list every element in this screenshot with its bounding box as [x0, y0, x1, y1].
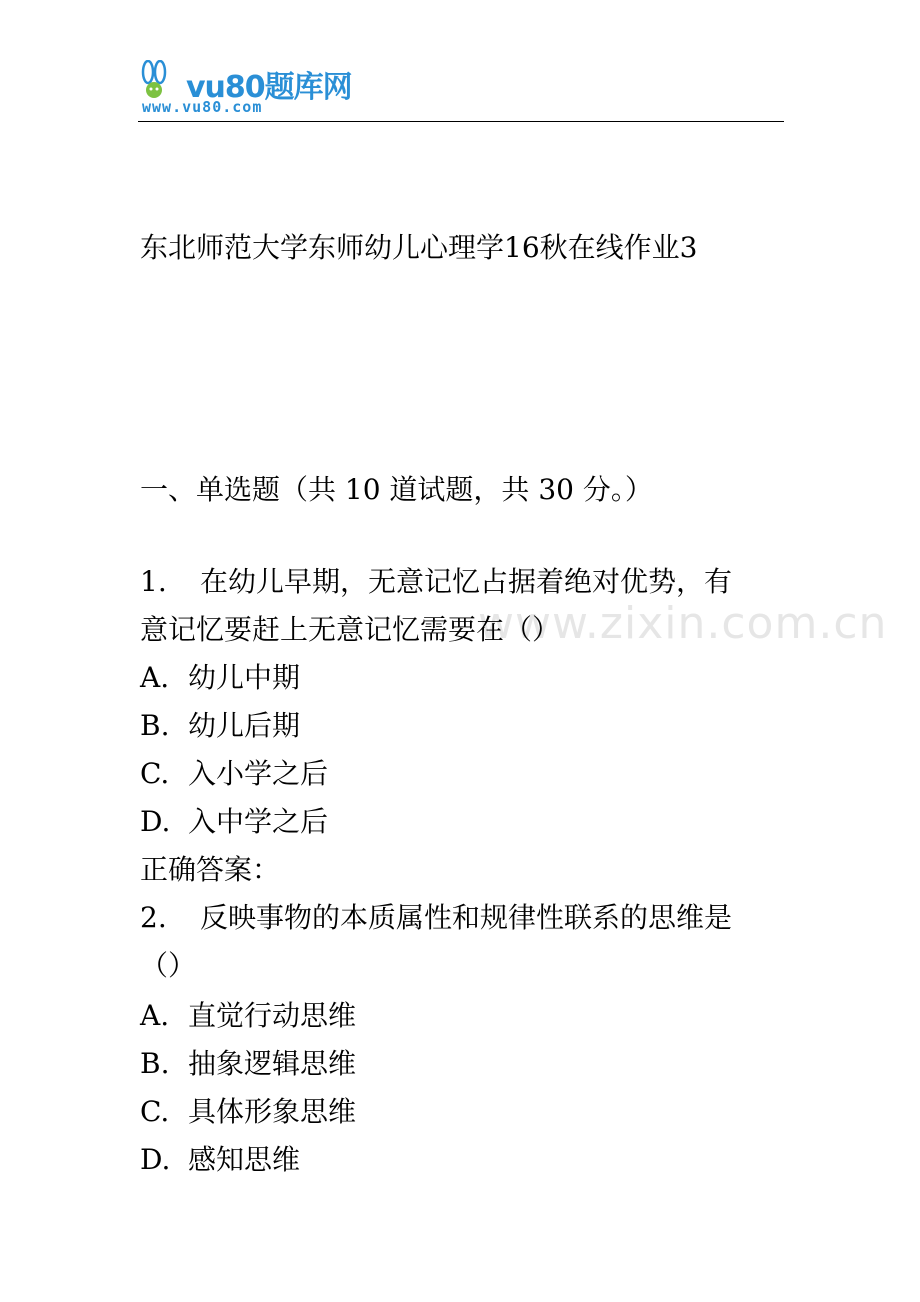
option-letter: D.: [140, 805, 171, 838]
question-number: 2.: [140, 901, 167, 934]
option-text: 直觉行动思维: [188, 999, 357, 1032]
question-1-answer-label: 正确答案：: [140, 853, 281, 886]
option-letter: A.: [140, 999, 170, 1032]
question-1-option-a: [140, 658, 300, 698]
header-divider: [138, 121, 784, 122]
option-text: 幼儿后期: [188, 709, 301, 742]
logo-url-text: www.vu80.com: [142, 98, 263, 116]
option-letter: B.: [140, 1047, 170, 1080]
watermark: www.zixin.com.cn: [478, 598, 888, 649]
question-number: 1.: [140, 565, 167, 598]
document-title: 东北师范大学东师幼儿心理学16秋在线作业3: [140, 231, 698, 264]
site-logo[interactable]: [138, 60, 352, 120]
question-2-option-b: [140, 1044, 356, 1084]
option-letter: C.: [140, 1095, 170, 1128]
rabbit-icon: [138, 60, 186, 100]
question-text: 反映事物的本质属性和规律性联系的思维是: [200, 901, 733, 934]
question-1-line-2: 意记忆要赶上无意记忆需要在（）: [140, 613, 561, 646]
question-2-line-2: （）: [140, 949, 197, 982]
option-text: 入小学之后: [188, 757, 329, 790]
section-title: 一、单选题（共 10 道试题，共 30 分。）: [140, 473, 653, 506]
question-1-option-c: [140, 754, 328, 794]
option-letter: C.: [140, 757, 170, 790]
option-text: 幼儿中期: [188, 661, 301, 694]
question-2-option-d: [140, 1140, 300, 1180]
option-letter: D.: [140, 1143, 171, 1176]
option-text: 抽象逻辑思维: [188, 1047, 357, 1080]
question-2-option-a: [140, 996, 356, 1036]
question-1-line-1: [140, 562, 732, 602]
question-1-option-d: [140, 802, 328, 842]
option-letter: B.: [140, 709, 170, 742]
question-2-line-1: [140, 898, 732, 938]
option-text: 具体形象思维: [188, 1095, 357, 1128]
question-2-option-c: [140, 1092, 356, 1132]
option-text: 感知思维: [188, 1143, 301, 1176]
question-text: 在幼儿早期，无意记忆占据着绝对优势，有: [200, 565, 733, 598]
option-letter: A.: [140, 661, 170, 694]
option-text: 入中学之后: [188, 805, 329, 838]
question-1-option-b: [140, 706, 300, 746]
logo-brand-text: vu80题库网: [186, 70, 352, 105]
